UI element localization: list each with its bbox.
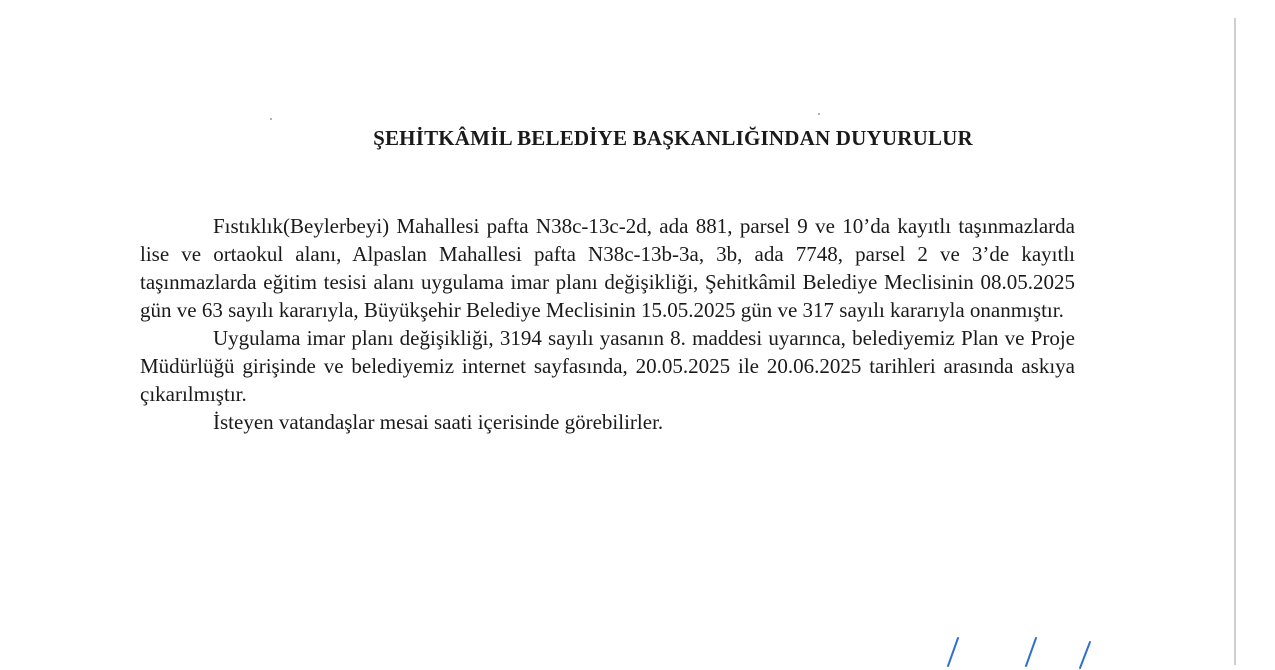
body-paragraph-2: Uygulama imar planı değişikliği, 3194 sayılı yasanın 8. maddesi uyarınca, belediyemiz Plan ve Proje Müdürlüğü girişinde ve belediyemiz internet sayfasında, 20.05.2025 ile 20.06.2025 tarihleri arasında askıya çıkarılmıştır. xyxy=(140,326,1075,406)
announcement-title: ŞEHİTKÂMİL BELEDİYE BAŞKANLIĞINDAN DUYURULUR xyxy=(373,126,973,150)
signature-mark xyxy=(930,630,1110,670)
scan-speck xyxy=(818,113,820,115)
announcement-body xyxy=(140,212,1075,436)
body-paragraph-3: İsteyen vatandaşlar mesai saati içerisinde görebilirler. xyxy=(213,410,664,434)
scan-edge-line xyxy=(1234,18,1236,665)
scan-speck xyxy=(270,118,272,120)
body-paragraph-1: Fıstıklık(Beylerbeyi) Mahallesi pafta N38c-13c-2d, ada 881, parsel 9 ve 10’da kayıtlı taşınmazlarda lise ve ortaokul alanı, Alpaslan Mahallesi pafta N38c-13b-3a, 3b, ada 7748, parsel 2 ve 3’de kayıtlı taşınmazlarda eğitim tesisi alanı uygulama imar planı değişikliği, Şehitkâmil Belediye Meclisinin 08.05.2025 gün ve 63 sayılı kararıyla, Büyükşehir Belediye Meclisinin 15.05.2025 gün ve 317 sayılı kararıyla onanmıştır. xyxy=(140,214,1075,322)
